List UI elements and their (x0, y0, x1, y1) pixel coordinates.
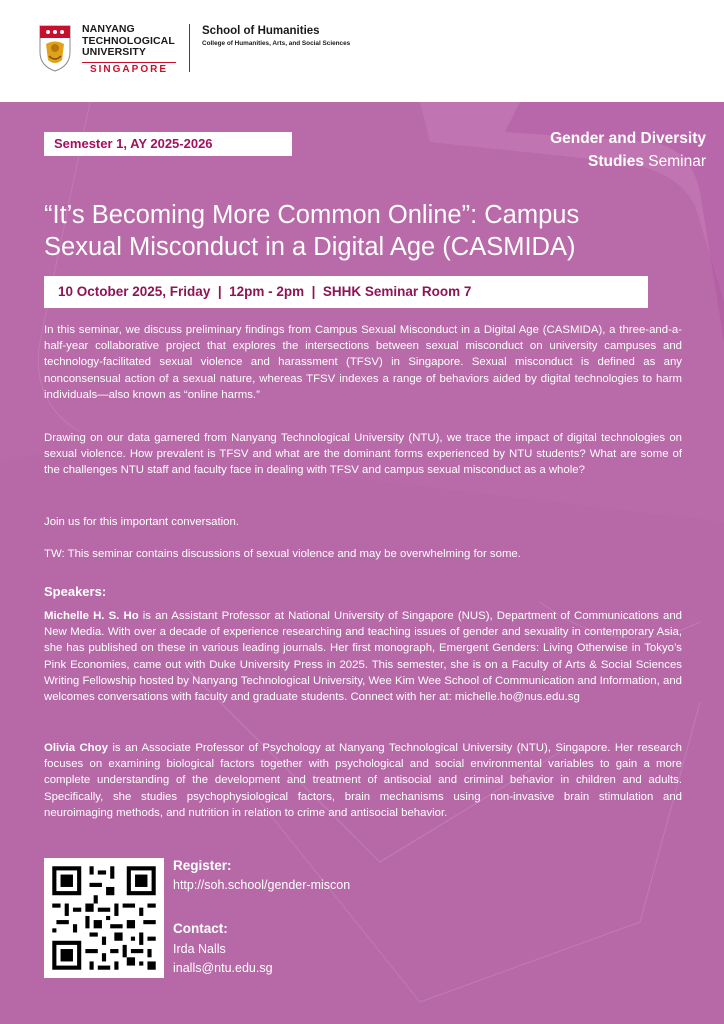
speaker-bio (44, 740, 682, 821)
paragraph-intro: In this seminar, we discuss preliminary findings from Campus Sexual Misconduct in a Digital Age (CASMIDA), a three-and-a-half-year collaborative project that explores the intersections between sexual misconduct on university campuses and technology-facilitated sexual violence and harassment (TFSV) in Singapore. Sexual misconduct is defined as any nonconsensual action of a sexual nature, whereas TFSV indexes a range of behaviors aided by digital technologies to harm individuals—also known as “online harms.” (44, 324, 682, 401)
header-divider (189, 24, 190, 72)
series-name-rest: Seminar (643, 153, 706, 170)
speaker-name: Michelle H. S. Ho (44, 610, 139, 622)
paragraph-research: Drawing on our data garnered from Nanyang Technological University (NTU), we trace the impact of digital technologies on sexual violence. How prevalent is TFSV and what are the dominant forms experienced by NTU students? What are some of the challenges NTU staff and faculty face in dealing with TFSV and campus sexual misconduct as a whole? (44, 432, 682, 477)
school-name: School of Humanities (202, 25, 320, 37)
university-city: SINGAPORE (82, 62, 176, 75)
header (0, 0, 724, 102)
contact-email[interactable]: inalls@ntu.edu.sg (173, 961, 273, 975)
university-name-line: NANYANG (82, 23, 135, 35)
ntu-crest-logo (38, 24, 72, 72)
university-name-line: TECHNOLOGICAL (82, 34, 175, 47)
series-name-bold: Studies (587, 153, 644, 170)
register-link[interactable]: http://soh.school/gender-miscon (173, 878, 351, 892)
event-title (44, 199, 684, 263)
speaker-bio-text: is an Assistant Professor at National University of Singapore (NUS), Department of Communications and New Media. With over a decade of experience researching and teaching issues of gender and sexuality in contemporary Asia, she has published on these in various leading journals. Her first monograph, Emergent Genders: Living Otherwise in Tokyo’s Pink Economies, came out with Duke University Press in 2025. This semester, she is on a Faculty of Arts & Social Sciences Writing Fellowship hosted by Nanyang Technological University, Wee Kim Wee School of Communication and Information, and welcomes conversations with faculty and graduate students. Connect with her at: michelle.ho@nus.edu.sg (44, 610, 682, 704)
paragraph-trigger-warning: TW: This seminar contains discussions of sexual violence and may be overwhelming for some. (44, 548, 521, 560)
contact-heading: Contact: (173, 921, 228, 936)
university-name-line: UNIVERSITY (82, 46, 147, 58)
speaker-name: Olivia Choy (44, 742, 108, 754)
qr-code[interactable] (44, 858, 164, 978)
contact-name: Irda Nalls (173, 942, 226, 956)
register-heading: Register: (173, 858, 232, 873)
seminar-series (550, 127, 706, 173)
title-line: Sexual Misconduct in a Digital Age (CASMIDA) (44, 233, 576, 261)
university-name (82, 24, 182, 59)
title-line: “It’s Becoming More Common Online”: Campus (44, 201, 580, 229)
college-name: College of Humanities, Arts, and Social Sciences (202, 40, 351, 47)
speakers-heading: Speakers: (44, 584, 107, 599)
semester-label: Semester 1, AY 2025-2026 (44, 132, 292, 156)
speaker-bio-text: is an Associate Professor of Psychology at Nanyang Technological University (NTU), Singapore. Her research focuses on examining biological factors together with psychological and social environmental variables to gain a more complete understanding of the development and treatment of antisocial and criminal behavior in children and adults. Specifically, she studies psychophysiological factors, brain mechanisms using non-invasive brain stimulation and neuroimaging methods, and nutrition in relation to crime and antisocial behavior. (44, 742, 682, 819)
paragraph-invite: Join us for this important conversation. (44, 516, 239, 528)
event-datetime: 10 October 2025, Friday | 12pm - 2pm | SHHK Seminar Room 7 (44, 276, 648, 308)
speaker-bio (44, 608, 682, 705)
series-name-bold: Gender and Diversity (550, 130, 706, 147)
